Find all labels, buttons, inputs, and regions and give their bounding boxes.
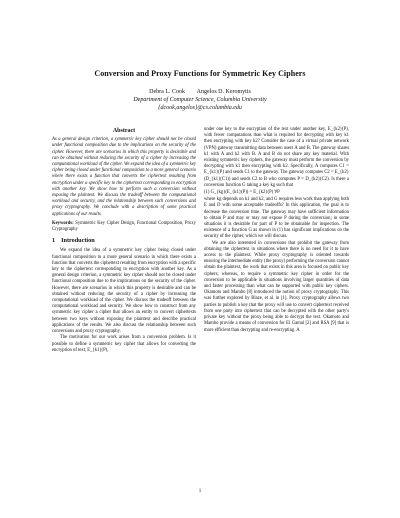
- author-affiliation: Department of Computer Science, Columbia University: [133, 97, 267, 103]
- equation-1: (1) G_{kg}(E_{k1}(P)) = E_{k2}(P) ∀P: [204, 190, 280, 196]
- author-emails: {dcook,angelos}@cs.columbia.edu: [158, 105, 242, 111]
- right-column: [204, 127, 349, 334]
- keywords-label: Keywords:: [52, 220, 74, 226]
- page-number: 1: [198, 489, 202, 494]
- paper-title: Conversion and Proxy Functions for Symmetric Key Ciphers: [94, 69, 306, 78]
- right-paragraph-2: where kg depends on k1 and k2, and G requires less work than applying both E and D with some acceptable tradeoffs? In this application, the goal is to decrease the conversion time. The gateway may have sufficient information to obtain P and may or may not expose P during the conversion; in some situations it is desirable for part of P to be obtainable for inspection. The existence of a function G as shown in (1) has significant implications on the security of the cipher, which we will discuss.: [204, 197, 349, 240]
- intro-paragraph-2: The motivation for our work arises from a conversion problem. Is it possible to define a symmetric key cipher that allows for converting the encryption of text, E_{k1}(P),: [52, 335, 196, 353]
- left-column: [52, 128, 196, 354]
- right-paragraph-1: under one key to the encryption of the text under another key, E_{k2}(P), with fewer computations than what is required for decrypting with key k1 then encrypting with key k2? Consider the case of a virtual private network (VPN) gateway transmitting data between users A and B. The gateway shares k1 with A and k2 with B. A and B do not share any key material. With existing symmetric key ciphers, the gateway must perform the conversion by decrypting with k1 then encrypting with k2. Specifically, A computes C1 = E_{k1}(P) and sends C1 to the gateway. The gateway computes C2 = E_{k2}(D_{k1}(C1)) and sends C2 to B who computes P = D_{k2}(C2). Is there a conversion function G taking a key kg such that: [204, 127, 349, 188]
- section-heading-introduction: [52, 238, 196, 244]
- paper-authors: Debra L. Cook Angelos D. Keromytis: [149, 89, 251, 95]
- abstract-heading: Abstract: [112, 128, 136, 134]
- right-paragraph-3: We are also interested in conversions that prohibit the gateway from obtaining the ciphertext in situations where there is no need for it to have access to the plaintext. While proxy cryptography is oriented towards ensuring the intermediate entity (the proxy) performing the conversion cannot obtain the plaintext, the work that exists in this area is focused on public key ciphers; whereas, to require a symmetric key cipher in order for the conversion to be applicable in situations involving larger quantities of data and faster processing than what can be supported with public key ciphers. Okamoto and Mambo [8] introduced the notion of proxy cryptography. This was further explored by Blaze, et al. in [1]. Proxy cryptography allows two parties to publish a key that the proxy will use to convert ciphertext received from one party into ciphertext that can be decrypted with the other party's private key without the proxy being able to decrypt the text. Okamoto and Mambo provide a means of conversion for El Gamal [2] and RSA [9] that is more efficient than decrypting and re-encrypting. A: [204, 240, 349, 333]
- abstract-text: As a general design criterion, a symmetric key cipher should not be closed under functional composition due to the implications on the security of the cipher. However, there are scenarios in which this property is desirable and can be obtained without reducing the security of a cipher by increasing the computational workload of the cipher. We expand the idea of a symmetric key cipher being closed under functional composition to a more general scenario where there exists a function that converts the ciphertext resulting from encryption under a specific key to the ciphertext corresponding to encryption with another key. We show how to perform such a conversion without exposing the plaintext. We discuss the tradeoff between the computational workload and security, and the relationship between such conversions and proxy cryptography. We conclude with a description of some practical applications of our results.: [52, 137, 196, 217]
- intro-paragraph-1: We expand the idea of a symmetric key cipher being closed under functional composition to a more general scenario in which there exists a function that converts the ciphertext resulting from encryption with a specific key to the ciphertext corresponding to encryption with another key. As a general design criterion, a symmetric key cipher should not be closed under functional composition due to the implications on the security of the cipher. However, there are scenarios in which this property is desirable and can be obtained without reducing the security of a cipher by increasing the computational workload of the cipher. We discuss the tradeoff between the computational workload and security. We show how to construct from any symmetric key cipher a cipher that allows an entity to convert ciphertexts between two keys without exposing the plaintext and describe practical applications of the results. We also discuss the relationship between such conversions and proxy cryptography.: [52, 248, 196, 335]
- keywords-text: Symmetric Key Cipher Design, Functional Composition, Proxy Cryptography: [52, 220, 196, 233]
- section-number: 1: [52, 237, 56, 245]
- keywords: [52, 221, 196, 233]
- section-title: Introduction: [61, 237, 95, 245]
